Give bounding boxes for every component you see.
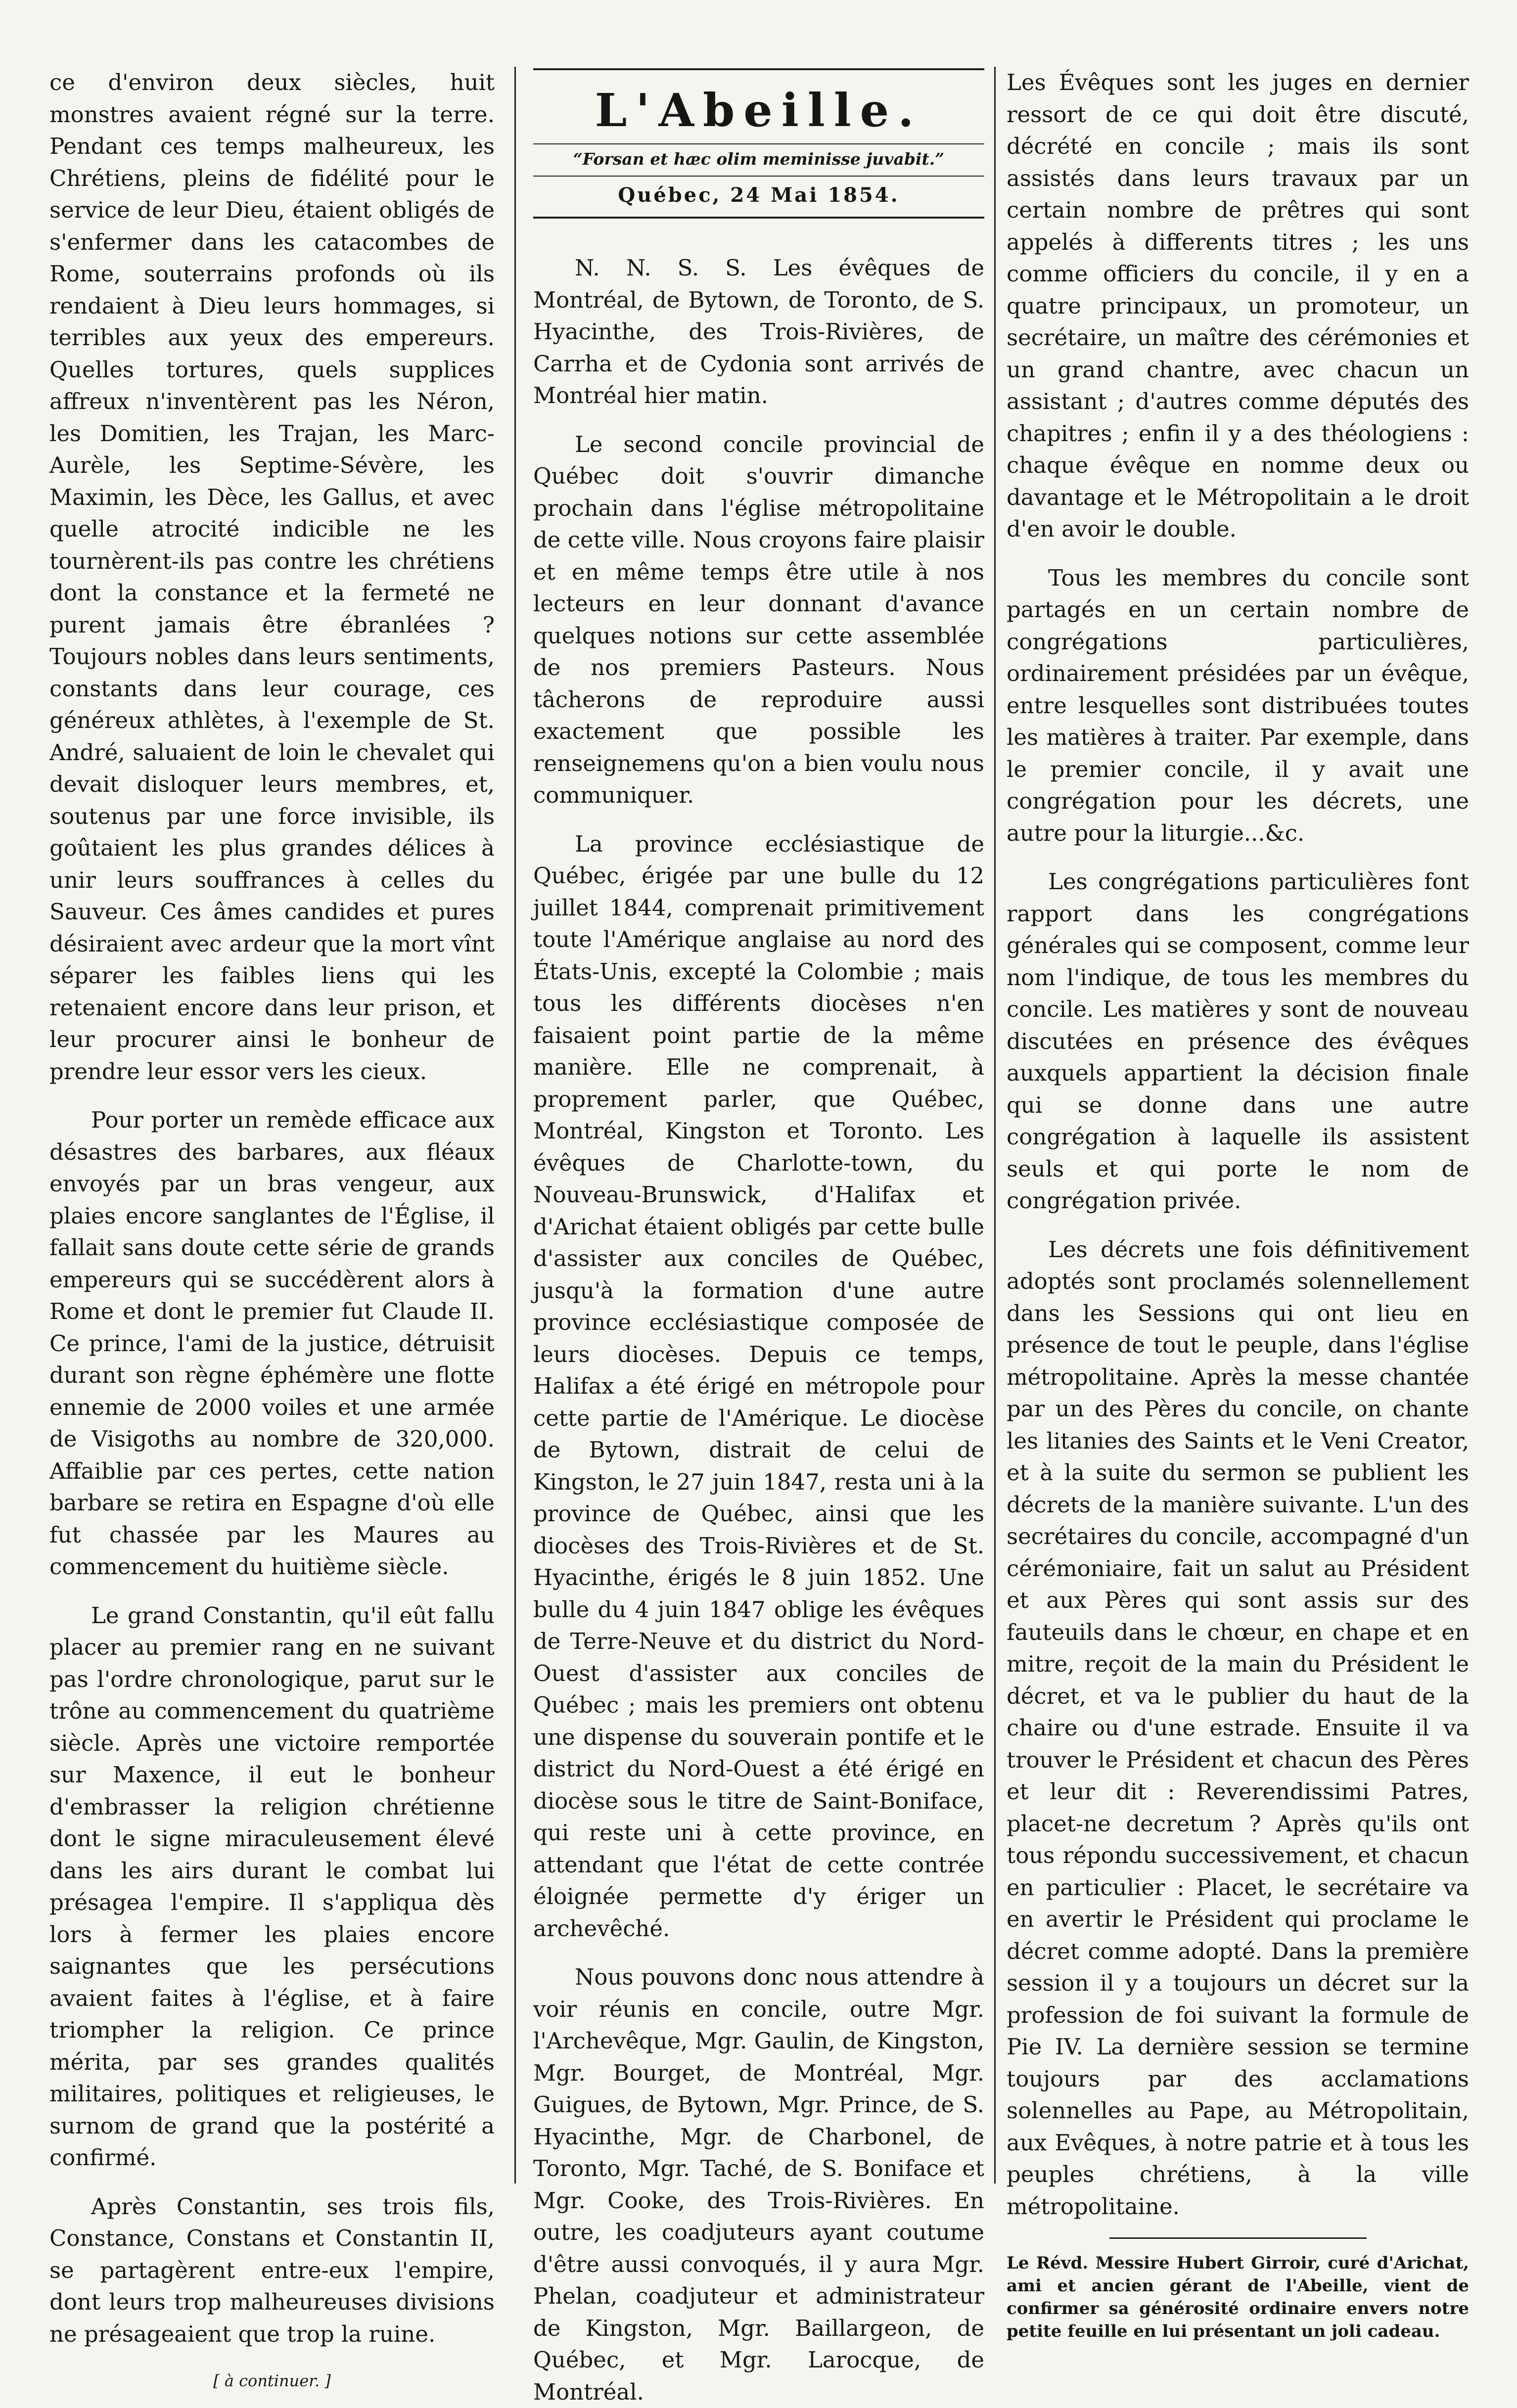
column-middle [533, 252, 984, 2408]
masthead [533, 68, 984, 219]
editorial-note: Le Révd. Messire Hubert Girroir, curé d'Arichat, ami et ancien gérant de l'Abeille, vient de confirmer sa générosité ordinaire envers notre petite feuille en lui présentant un joli cadeau. [1007, 2253, 1469, 2341]
paragraph: Tous les membres du concile sont partagés en un certain nombre de congrégations particulières, ordinairement présidées par un évêque, entre lesquelles sont distribuées toutes les matières à traiter. Par exemple, dans le premier concile, il y avait une congrégation pour les décrets, une autre pour la liturgie...&c. [1007, 564, 1469, 846]
paragraph: N. N. S. S. Les évêques de Montréal, de Bytown, de Toronto, de S. Hyacinthe, des Trois-Rivières, de Carrha et de Cydonia sont arrivés de Montréal hier matin. [533, 255, 984, 409]
column-right [1007, 67, 1469, 2343]
column-divider [994, 67, 996, 2183]
paragraph: Nous pouvons donc nous attendre à voir réunis en concile, outre Mgr. l'Archevêque, Mgr. Gaulin, de Kingston, Mgr. Bourget, de Montréal, Mgr. Guigues, de Bytown, Mgr. Prince, de S. Hyacinthe, Mgr. de Charbonel, de Toronto, Mgr. Taché, de S. Boniface et Mgr. Cooke, des Trois-Rivières. En outre, les coadjuteurs ayant coutume d'être aussi convoqués, il y aura Mgr. Phelan, coadjuteur et administrateur de Kingston, Mgr. Baillargeon, de Québec, et Mgr. Larocque, de Montréal. [533, 1964, 984, 2405]
masthead-rule [533, 176, 984, 177]
paragraph: Les congrégations particulières font rapport dans les congrégations générales qui se composent, comme leur nom l'indique, de tous les membres du concile. Les matières y sont de nouveau discutées en présence des évêques auxquels appartient la décision finale qui se donne dans une autre congrégation à laquelle ils assistent seuls et qui porte le nom de congrégation privée. [1007, 868, 1469, 1214]
masthead-rule [533, 217, 984, 219]
continued-note: [ à continuer. ] [213, 2371, 331, 2390]
newspaper-title: L'Abeille. [595, 84, 923, 137]
column-left [49, 67, 495, 2397]
paragraph: Les Évêques sont les juges en dernier ressort de ce qui doit être discuté, décrété en concile ; mais ils sont assistés dans leurs travaux par un certain nombre de prêtres qui sont appelés à differents titres ; les uns comme officiers du concile, il y en a quatre principaux, un promoteur, un secrétaire, un maître des cérémonies et un grand chantre, avec chacun un assistant ; d'autres comme députés des chapitres ; enfin il y a des théologiens : chaque évêque en nomme deux ou davantage et le Métropolitain a le droit d'en avoir le double. [1007, 69, 1469, 542]
paragraph: Le second concile provincial de Québec doit s'ouvrir dimanche prochain dans l'église métropolitaine de cette ville. Nous croyons faire plaisir et en même temps être utile à nos lecteurs en leur donnant d'avance quelques notions sur cette assemblée de nos premiers Pasteurs. Nous tâcherons de reproduire aussi exactement que possible les renseignemens qu'on a bien voulu nous communiquer. [533, 431, 984, 808]
masthead-rule [533, 143, 984, 144]
dateline: Québec, 24 Mai 1854. [618, 183, 900, 207]
motto: “Forsan et hæc olim meminisse juvabit.” [573, 149, 945, 169]
paragraph: ce d'environ deux siècles, huit monstres avaient régné sur la terre. Pendant ces temps malheureux, les Chrétiens, pleins de fidélité pour le service de leur Dieu, étaient obligés de s'enfermer dans les catacombes de Rome, souterrains profonds où ils rendaient à Dieu leurs hommages, si terribles aux yeux des empereurs. Quelles tortures, quels supplices affreux n'inventèrent pas les Néron, les Domitien, les Trajan, les Marc-Aurèle, les Septime-Sévère, les Maximin, les Dèce, les Gallus, et avec quelle atrocité indicible ne les tournèrent-ils pas contre les chrétiens dont la constance et la fermeté ne purent jamais être ébranlées ? Toujours nobles dans leurs sentiments, constants dans leur courage, ces généreux athlètes, à l'exemple de St. André, saluaient de loin le chevalet qui devait disloquer leurs membres, et, soutenus par une force invisible, ils goûtaient les plus grandes délices à unir leurs souffrances à celles du Sauveur. Ces âmes candides et pures désiraient avec ardeur que la mort vînt séparer les faibles liens qui les retenaient encore dans leur prison, et leur procurer ainsi le bonheur de prendre leur essor vers les cieux. [49, 69, 495, 1085]
note-divider [1109, 2237, 1367, 2239]
column-divider [514, 67, 516, 2183]
paragraph: Le grand Constantin, qu'il eût fallu placer au premier rang en ne suivant pas l'ordre chronologique, parut sur le trône au commencement du quatrième siècle. Après une victoire remportée sur Maxence, il eut le bonheur d'embrasser la religion chrétienne dont le signe miraculeusement élevé dans les airs durant le combat lui présagea l'empire. Il s'appliqua dès lors à fermer les plaies encore saignantes que les persécutions avaient faites à l'église, et à faire triompher la religion. Ce prince mérita, par ses grandes qualités militaires, politiques et religieuses, le surnom de grand que la postérité a confirmé. [49, 1602, 495, 2171]
masthead-rule [533, 68, 984, 70]
paragraph: Pour porter un remède efficace aux désastres des barbares, aux fléaux envoyés par un bras vengeur, aux plaies encore sanglantes de l'Église, il fallait sans doute cette série de grands empereurs qui se succédèrent alors à Rome et dont le premier fut Claude II. Ce prince, l'ami de la justice, détruisit durant son règne éphémère une flotte ennemie de 2000 voiles et une armée de Visigoths au nombre de 320,000. Affaiblie par ces pertes, cette nation barbare se retira en Espagne d'où elle fut chassée par les Maures au commencement du huitième siècle. [49, 1107, 495, 1580]
paragraph: Les décrets une fois définitivement adoptés sont proclamés solennellement dans les Sessions qui ont lieu en présence de tout le peuple, dans l'église métropolitaine. Après la messe chantée par un des Pères du concile, on chante les litanies des Saints et le Veni Creator, et à la suite du sermon se publient les décrets de la manière suivante. L'un des secrétaires du concile, accompagné d'un cérémoniaire, fait un salut au Président et aux Pères qui sont assis sur des fauteuils dans le chœur, en chape et en mitre, reçoit de la main du Président le décret, et va le publier du haut de la chaire ou d'une estrade. Ensuite il va trouver le Président et chacun des Pères et leur dit : Reverendissimi Patres, placet-ne decretum ? Après qu'ils ont tous répondu successivement, et chacun en particulier : Placet, le secrétaire va en avertir le Président qui proclame le décret comme adopté. Dans la première session il y a toujours un décret sur la profession de foi suivant la formule de Pie IV. La dernière session se termine toujours par des acclamations solennelles au Pape, au Métropolitain, aux Evêques, à notre patrie et à tous les peuples chrétiens, à la ville métropolitaine. [1007, 1236, 1469, 2220]
paragraph: La province ecclésiastique de Québec, érigée par une bulle du 12 juillet 1844, comprenait primitivement toute l'Amérique anglaise au nord des États-Unis, excepté la Colombie ; mais tous les différents diocèses n'en faisaient point partie de la même manière. Elle ne comprenait, à proprement parler, que Québec, Montréal, Kingston et Toronto. Les évêques de Charlotte-town, du Nouveau-Brunswick, d'Halifax et d'Arichat étaient obligés par cette bulle d'assister aux conciles de Québec, jusqu'à la formation d'une autre province ecclésiastique composée de leurs diocèses. Depuis ce temps, Halifax a été érigé en métropole pour cette partie de l'Amérique. Le diocèse de Bytown, distrait de celui de Kingston, le 27 juin 1847, resta uni à la province de Québec, ainsi que les diocèses des Trois-Rivières et de St. Hyacinthe, érigés le 8 juin 1852. Une bulle du 4 juin 1847 oblige les évêques de Terre-Neuve et du district du Nord-Ouest d'assister aux conciles de Québec ; mais les premiers ont obtenu une dispense du souverain pontife et le district du Nord-Ouest a été érigé en diocèse sous le titre de Saint-Boniface, qui reste uni à cette province, en attendant que l'état de cette contrée éloignée permette d'y ériger un archevêché. [533, 830, 984, 1942]
paragraph: Après Constantin, ses trois fils, Constance, Constans et Constantin II, se partagèrent entre-eux l'empire, dont leurs trop malheureuses divisions ne présageaient que trop la ruine. [49, 2193, 495, 2347]
